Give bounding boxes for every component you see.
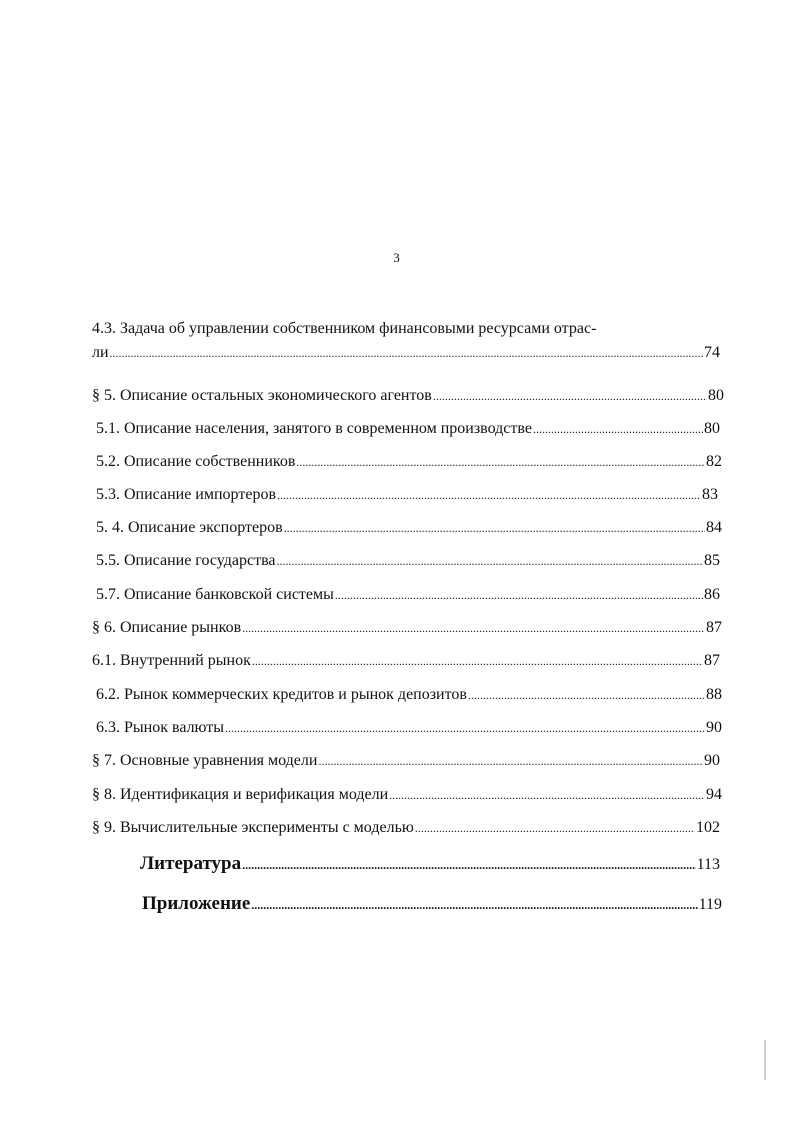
dot-leader [251,894,697,915]
toc-entry-label: 6.1. Внутренний рынок [92,652,251,669]
toc-entry [96,585,720,605]
toc-entry [92,618,722,638]
scan-edge-mark [764,1040,766,1080]
toc-entry-page: 87 [704,652,720,669]
dot-leader [335,585,703,605]
toc-entry [96,419,720,439]
toc-entry [92,751,720,771]
toc-entry-page: 86 [704,586,720,603]
dot-leader [415,818,695,838]
toc-entry-page: 87 [706,619,722,636]
dot-leader [110,343,703,363]
toc-entry-appendix [142,894,722,915]
toc-entry-label: § 9. Вычислительные эксперименты с моделью [92,819,414,836]
toc-entry [96,551,720,571]
toc-entry-4-3-line1: 4.3. Задача об управлении собственником финансовыми ресурсами отрас- [92,320,597,337]
dot-leader [284,518,705,538]
toc-entry [92,785,722,805]
toc-entry-label: 5.3. Описание импортеров [96,486,276,503]
toc-entry [96,718,722,738]
toc-entry-label: § 5. Описание остальных экономического агентов [92,387,432,404]
dot-leader [433,386,707,406]
dot-leader [468,685,705,705]
toc-entry-page: 94 [706,786,722,803]
toc-entry [92,651,720,671]
toc-entry-label: ли [92,344,109,361]
dot-leader [296,452,705,472]
toc-entry-page: 90 [704,752,720,769]
toc-entry-page: 83 [702,486,718,503]
dot-leader [389,785,705,805]
toc-entry-page: 113 [696,856,720,873]
dot-leader [242,854,695,875]
dot-leader [252,651,703,671]
toc-entry [96,485,718,505]
toc-entry [96,452,722,472]
toc-entry-page: 80 [708,387,724,404]
toc-entry-page: 85 [704,552,720,569]
toc-entry-label: Литература [140,853,242,874]
toc-entry-label: § 8. Идентификация и верификация модели [92,786,389,803]
toc-entry-page: 102 [696,819,720,836]
toc-entry-page: 82 [706,453,722,470]
toc-entry [96,518,722,538]
dot-leader [277,551,703,571]
toc-entry [92,386,724,406]
toc-entry [92,818,720,838]
toc-entry-label: 5.1. Описание населения, занятого в современном производстве [96,420,532,437]
toc-entry-page: 84 [706,519,722,536]
toc-entry-label: 5.7. Описание банковской системы [96,586,334,603]
toc-entry-label: 6.2. Рынок коммерческих кредитов и рынок депозитов [96,686,467,703]
page-number: 3 [393,250,400,265]
toc-entry-label: 6.3. Рынок валюты [96,719,225,736]
toc-entry-literature [140,854,720,875]
dot-leader [533,419,703,439]
toc-entry-page: 90 [706,719,722,736]
dot-leader [242,618,705,638]
toc-entry-label: Приложение [142,893,251,914]
toc-entry [96,685,722,705]
toc-entry-page: 80 [704,420,720,437]
toc-entry-label: § 6. Описание рынков [92,619,242,636]
toc-entry-4-3-line2 [92,343,720,363]
dot-leader [318,751,703,771]
dot-leader [277,485,701,505]
toc-entry-label: 5.2. Описание собственников [96,453,296,470]
toc-entry-page: 88 [706,686,722,703]
toc-entry-page: 74 [704,344,720,361]
toc-entry-page: 119 [698,896,722,913]
toc-entry-label: 5.5. Описание государства [96,552,276,569]
toc-entry-label: § 7. Основные уравнения модели [92,752,318,769]
dot-leader [225,718,705,738]
toc-entry-label: 5. 4. Описание экспортеров [96,519,283,536]
